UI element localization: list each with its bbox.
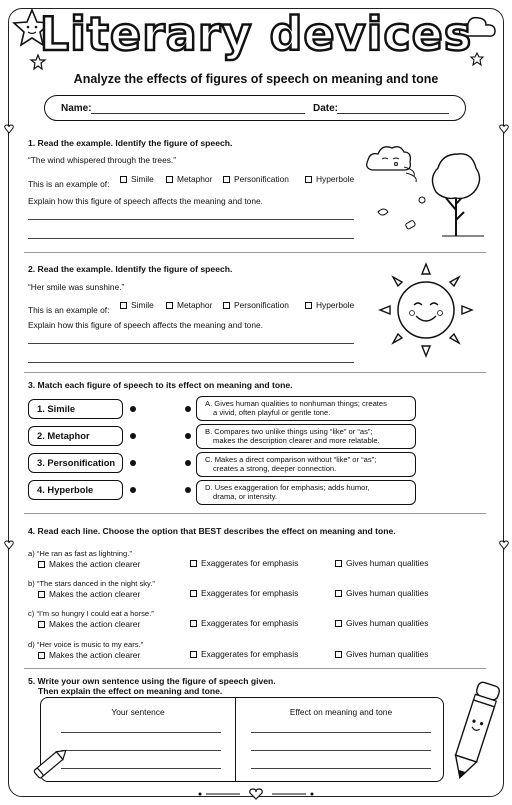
q2-option-simile[interactable]: Simile <box>120 300 154 310</box>
match-dot-right[interactable] <box>185 406 191 412</box>
checkbox[interactable] <box>38 591 45 598</box>
answer-line[interactable] <box>251 768 431 769</box>
checkbox[interactable] <box>38 652 45 659</box>
q4-title: 4. Read each line. Choose the option that BEST describes the effect on meaning and tone. <box>28 526 396 536</box>
q1-option-personification[interactable]: Personification <box>223 174 289 184</box>
column-divider <box>235 698 236 781</box>
wind-tree-illustration <box>366 140 486 240</box>
q4-quote: “I’m so hungry I could eat a horse.” <box>36 609 154 618</box>
q2-prompt: This is an example of: <box>28 305 110 315</box>
heart-icon <box>499 124 509 134</box>
q1-prompt: This is an example of: <box>28 179 110 189</box>
sentence-table <box>40 697 444 782</box>
q4-quote: “He ran as fast as lightning.” <box>36 549 132 558</box>
checkbox[interactable] <box>38 561 45 568</box>
checkbox[interactable] <box>166 176 173 183</box>
answer-line[interactable] <box>251 732 431 733</box>
q3-title: 3. Match each figure of speech to its effect on meaning and tone. <box>28 380 293 390</box>
q2-option-hyperbole[interactable]: Hyperbole <box>305 300 354 310</box>
choice-exaggerates[interactable]: Exaggerates for emphasis <box>190 618 298 628</box>
match-effect-a: A. Gives human qualities to nonhuman things; creates a vivid, often playful or gentle tone. <box>196 396 416 421</box>
answer-line[interactable] <box>61 750 221 751</box>
checkbox[interactable] <box>335 651 342 658</box>
choice-clearer[interactable]: Makes the action clearer <box>38 589 140 599</box>
choice-exaggerates[interactable]: Exaggerates for emphasis <box>190 558 298 568</box>
match-effect-c: C. Makes a direct comparison without “like” or “as”; creates a strong, deeper connection. <box>196 452 416 477</box>
page-subtitle: Analyze the effects of figures of speech on meaning and tone <box>73 72 439 86</box>
checkbox[interactable] <box>305 302 312 309</box>
match-dot-left[interactable] <box>130 433 136 439</box>
choice-clearer[interactable]: Makes the action clearer <box>38 650 140 660</box>
match-term-hyperbole: 4. Hyperbole <box>28 480 123 500</box>
match-term-personification: 3. Personification <box>28 453 123 473</box>
choice-clearer[interactable]: Makes the action clearer <box>38 619 140 629</box>
choice-exaggerates[interactable]: Exaggerates for emphasis <box>190 588 298 598</box>
match-effect-b: B. Compares two unlike things using “like” or “as”; makes the description clearer and more relatable. <box>196 424 416 449</box>
match-dot-right[interactable] <box>185 433 191 439</box>
checkbox[interactable] <box>335 590 342 597</box>
q2-title: 2. Read the example. Identify the figure of speech. <box>28 264 233 274</box>
q1-quote: “The wind whispered through the trees.” <box>28 155 177 165</box>
match-dot-right[interactable] <box>185 487 191 493</box>
match-dot-left[interactable] <box>130 487 136 493</box>
q4-item-b: b) “The stars danced in the night sky.” Makes the action clearer Exaggerates for emphasis Gives human qualities <box>28 579 429 599</box>
q1-title: 1. Read the example. Identify the figure of speech. <box>28 138 233 148</box>
name-label: Name: <box>61 103 92 114</box>
bottom-ornament <box>196 791 316 797</box>
answer-line[interactable] <box>28 343 354 344</box>
choice-human-qualities[interactable]: Gives human qualities <box>335 618 428 628</box>
col-your-sentence: Your sentence <box>111 707 165 717</box>
date-label: Date: <box>313 103 339 114</box>
choice-clearer[interactable]: Makes the action clearer <box>38 559 140 569</box>
checkbox[interactable] <box>190 651 197 658</box>
q2-explain: Explain how this figure of speech affects the meaning and tone. <box>28 320 263 330</box>
section-divider <box>24 668 486 669</box>
checkbox[interactable] <box>190 590 197 597</box>
match-dot-right[interactable] <box>185 460 191 466</box>
checkbox[interactable] <box>223 176 230 183</box>
answer-line[interactable] <box>28 238 354 239</box>
checkbox[interactable] <box>166 302 173 309</box>
answer-line[interactable] <box>251 750 431 751</box>
heart-icon <box>4 540 14 550</box>
q2-option-personification[interactable]: Personification <box>223 300 289 310</box>
page-title: Literary devices <box>39 7 473 61</box>
col-effect: Effect on meaning and tone <box>289 707 393 717</box>
q4-quote: “Her voice is music to my ears.” <box>36 640 144 649</box>
checkbox[interactable] <box>335 620 342 627</box>
q2-quote: “Her smile was sunshine.” <box>28 282 125 292</box>
q1-option-metaphor[interactable]: Metaphor <box>166 174 212 184</box>
q1-option-simile[interactable]: Simile <box>120 174 154 184</box>
choice-human-qualities[interactable]: Gives human qualities <box>335 649 428 659</box>
date-field[interactable] <box>337 113 449 114</box>
match-dot-left[interactable] <box>130 460 136 466</box>
q4-item-c: c) “I’m so hungry I could eat a horse.” Makes the action clearer Exaggerates for emphasis Gives human qualities <box>28 609 429 629</box>
checkbox[interactable] <box>305 176 312 183</box>
choice-human-qualities[interactable]: Gives human qualities <box>335 588 428 598</box>
answer-line[interactable] <box>61 732 221 733</box>
pencil-face-icon <box>450 676 500 786</box>
q2-option-metaphor[interactable]: Metaphor <box>166 300 212 310</box>
q5-title: 5. Write your own sentence using the figure of speech given. <box>28 676 276 686</box>
heart-icon <box>4 124 14 134</box>
q4-item-a: a) “He ran as fast as lightning.” Makes the action clearer Exaggerates for emphasis Gives human qualities <box>28 549 429 569</box>
q1-option-hyperbole[interactable]: Hyperbole <box>305 174 354 184</box>
section-divider <box>24 513 486 514</box>
section-divider <box>24 252 486 253</box>
checkbox[interactable] <box>120 302 127 309</box>
checkbox[interactable] <box>38 621 45 628</box>
q2-options <box>28 300 368 318</box>
heart-icon <box>499 540 509 550</box>
match-term-metaphor: 2. Metaphor <box>28 426 123 446</box>
match-effect-d: D. Uses exaggeration for emphasis; adds humor, drama, or intensity. <box>196 480 416 505</box>
name-date-bar <box>44 95 466 121</box>
checkbox[interactable] <box>223 302 230 309</box>
answer-line[interactable] <box>28 362 354 363</box>
answer-line[interactable] <box>61 768 221 769</box>
checkbox[interactable] <box>335 560 342 567</box>
choice-human-qualities[interactable]: Gives human qualities <box>335 558 428 568</box>
pencil-icon <box>32 742 72 782</box>
answer-line[interactable] <box>28 219 354 220</box>
match-term-simile: 1. Simile <box>28 399 123 419</box>
q1-options <box>28 174 368 192</box>
sun-face-icon <box>376 260 476 360</box>
checkbox[interactable] <box>190 620 197 627</box>
q4-quote: “The stars danced in the night sky.” <box>36 579 155 588</box>
choice-exaggerates[interactable]: Exaggerates for emphasis <box>190 649 298 659</box>
checkbox[interactable] <box>120 176 127 183</box>
match-dot-left[interactable] <box>130 406 136 412</box>
q1-explain: Explain how this figure of speech affects the meaning and tone. <box>28 196 263 206</box>
checkbox[interactable] <box>190 560 197 567</box>
q5-subtitle: Then explain the effect on meaning and tone. <box>38 686 223 696</box>
name-field[interactable] <box>91 113 305 114</box>
q4-item-d: d) “Her voice is music to my ears.” Makes the action clearer Exaggerates for emphasis Gives human qualities <box>28 640 429 660</box>
section-divider <box>24 372 486 373</box>
